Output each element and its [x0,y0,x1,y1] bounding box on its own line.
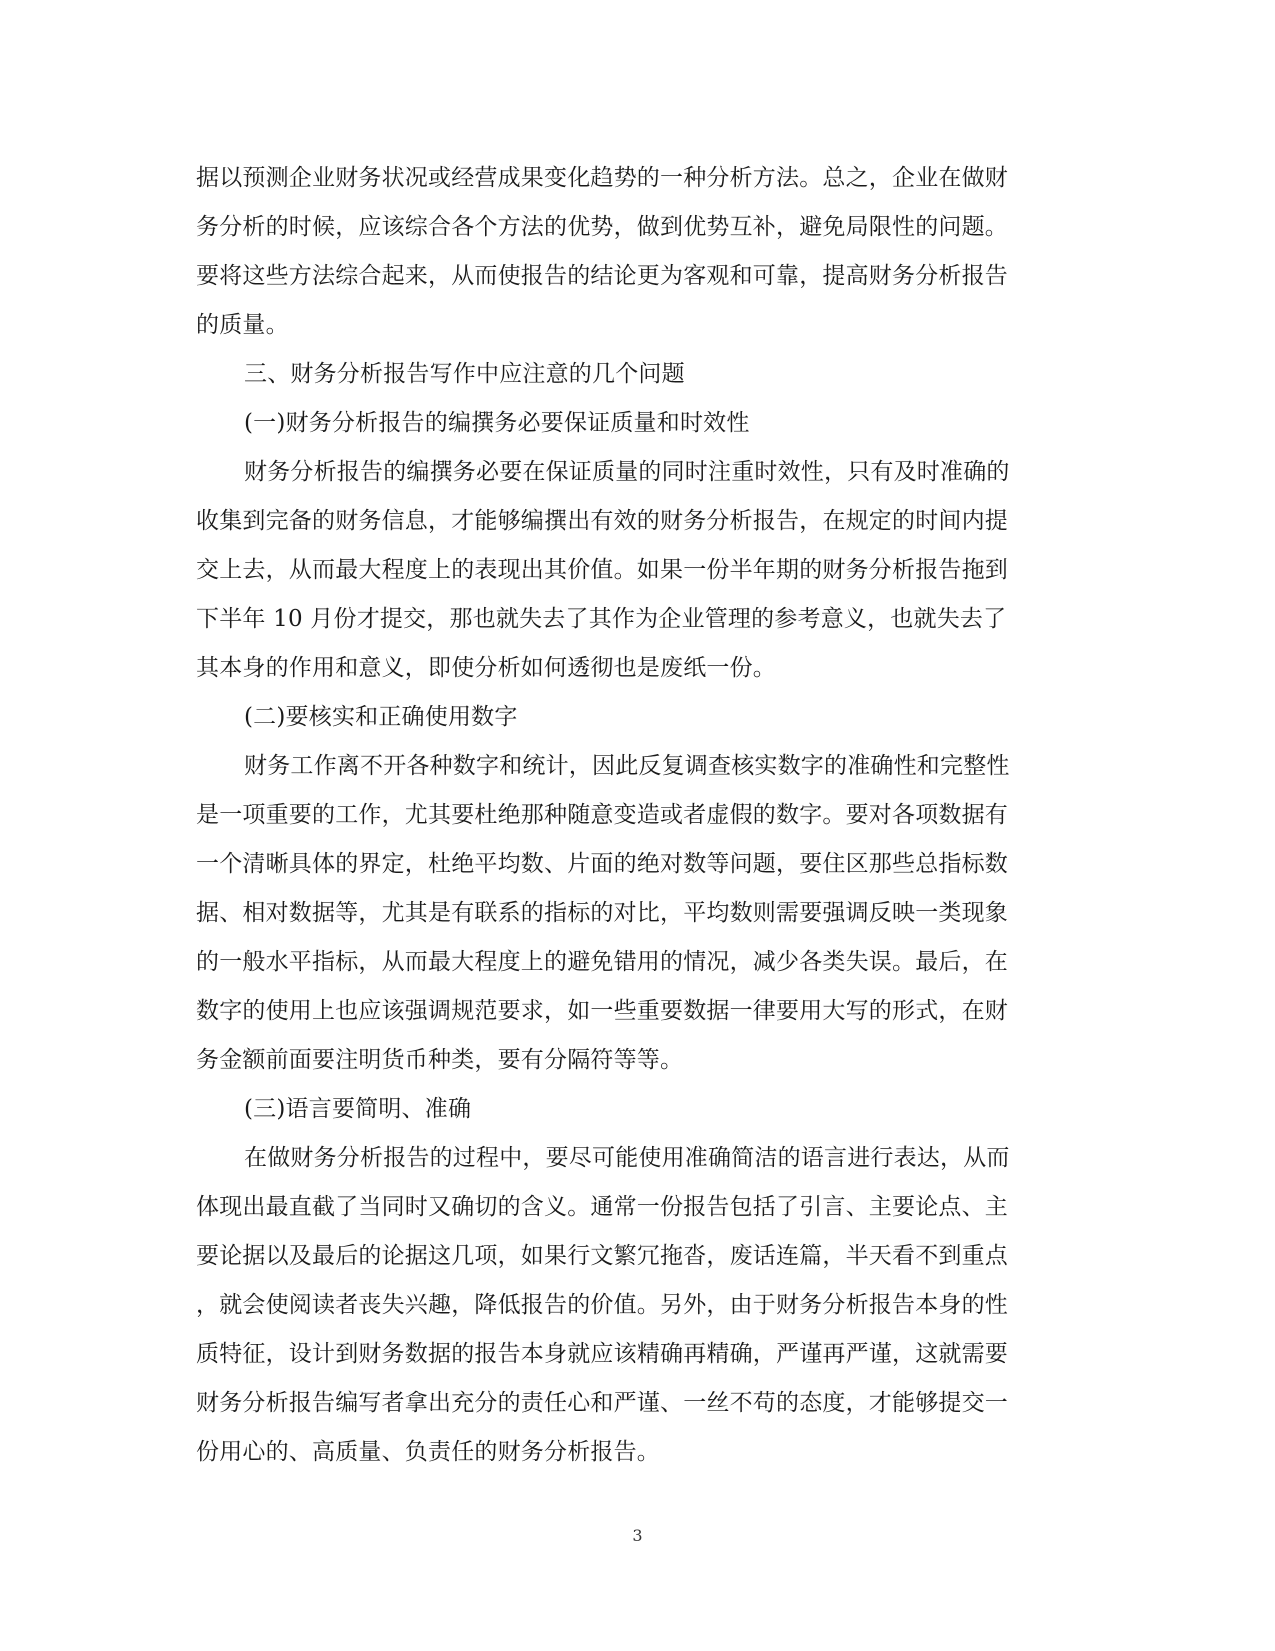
text-line: 的质量。 [196,312,289,338]
text-line: 财务分析报告编写者拿出充分的责任心和严谨、一丝不苟的态度，才能够提交一 [196,1390,1008,1416]
paragraph [196,448,1078,693]
text-line: ，就会使阅读者丧失兴趣，降低报告的价值。另外，由于财务分析报告本身的性 [196,1292,1008,1318]
text-line: (一)财务分析报告的编撰务必要保证质量和时效性 [244,410,750,436]
text-line: 财务工作离不开各种数字和统计，因此反复调查核实数字的准确性和完整性 [244,753,1010,779]
text-line: 其本身的作用和意义，即使分析如何透彻也是废纸一份。 [196,655,776,681]
text-line: 交上去，从而最大程度上的表现出其价值。如果一份半年期的财务分析报告拖到 [196,557,1008,583]
paragraph [196,1085,1078,1134]
text-line: 下半年 10 月份才提交，那也就失去了其作为企业管理的参考意义，也就失去了 [196,606,1007,632]
document-body [196,154,1078,1477]
text-line: 务金额前面要注明货币种类，要有分隔符等等。 [196,1047,684,1073]
text-line: 一个清晰具体的界定，杜绝平均数、片面的绝对数等问题，要住区那些总指标数 [196,851,1008,877]
text-line: 体现出最直截了当同时又确切的含义。通常一份报告包括了引言、主要论点、主 [196,1194,1008,1220]
page-number: 3 [632,1526,643,1545]
text-line: 是一项重要的工作，尤其要杜绝那种随意变造或者虚假的数字。要对各项数据有 [196,802,1008,828]
text-line: 在做财务分析报告的过程中，要尽可能使用准确简洁的语言进行表达，从而 [244,1145,1010,1171]
text-line: 质特征，设计到财务数据的报告本身就应该精确再精确，严谨再严谨，这就需要 [196,1341,1008,1367]
text-line: (二)要核实和正确使用数字 [244,704,518,730]
paragraph [196,742,1078,1085]
text-line: (三)语言要简明、准确 [244,1096,472,1122]
text-line: 要论据以及最后的论据这几项，如果行文繁冗拖沓，废话连篇，半天看不到重点 [196,1243,1008,1269]
paragraph [196,350,1078,399]
text-line: 据以预测企业财务状况或经营成果变化趋势的一种分析方法。总之，企业在做财 [196,165,1008,191]
text-line: 三、财务分析报告写作中应注意的几个问题 [244,361,685,387]
paragraph [196,399,1078,448]
text-line: 数字的使用上也应该强调规范要求，如一些重要数据一律要用大写的形式，在财 [196,998,1008,1024]
text-line: 据、相对数据等，尤其是有联系的指标的对比，平均数则需要强调反映一类现象 [196,900,1008,926]
paragraph [196,154,1078,350]
text-line: 要将这些方法综合起来，从而使报告的结论更为客观和可靠，提高财务分析报告 [196,263,1008,289]
text-line: 的一般水平指标，从而最大程度上的避免错用的情况，减少各类失误。最后，在 [196,949,1008,975]
paragraph [196,1134,1078,1477]
text-line: 财务分析报告的编撰务必要在保证质量的同时注重时效性，只有及时准确的 [244,459,1010,485]
text-line: 份用心的、高质量、负责任的财务分析报告。 [196,1439,660,1465]
text-line: 收集到完备的财务信息，才能够编撰出有效的财务分析报告，在规定的时间内提 [196,508,1008,534]
paragraph [196,693,1078,742]
text-line: 务分析的时候，应该综合各个方法的优势，做到优势互补，避免局限性的问题。 [196,214,1008,240]
